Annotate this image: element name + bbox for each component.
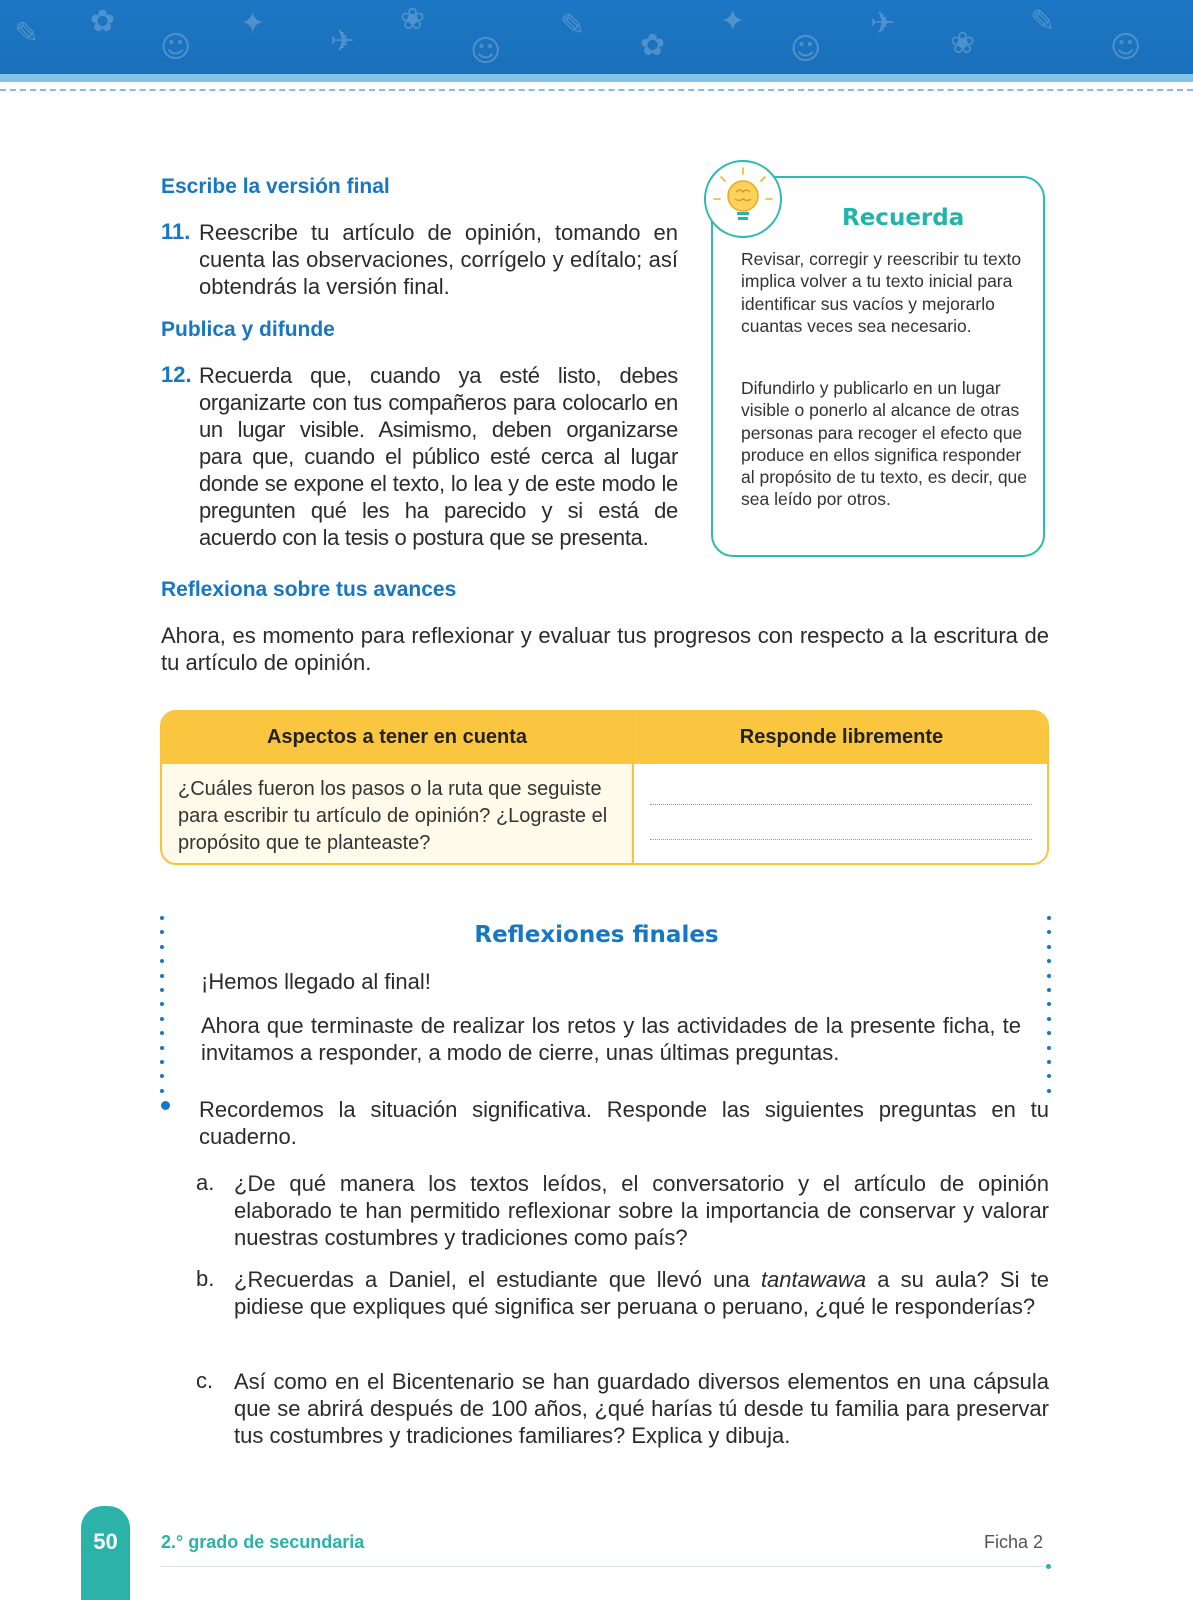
doodle-icon: ✎ bbox=[1030, 4, 1056, 39]
recuerda-title: Recuerda bbox=[842, 205, 965, 231]
item-11-text: Reescribe tu artículo de opinión, tomando en cuenta las observaciones, corrígelo y edítalo; así obtendrás la versión final. bbox=[199, 220, 678, 299]
item-12-text: Recuerda que, cuando ya esté listo, debes organizarte con tus compañeros para colocarlo en un lugar visible. Asimismo, deben organizarse para que, cuando el público esté cerca al lugar donde se expone el texto, lo lea y de este modo le pregunten qué les ha parecido y si está de acuerdo con la tesis o postura que se presenta. bbox=[199, 363, 678, 550]
final-paragraph-1: ¡Hemos llegado al final! bbox=[201, 969, 431, 994]
final-paragraph-2: Ahora que terminaste de realizar los retos y las actividades de la presente ficha, te invitamos a responder, a modo de cierre, unas últimas preguntas. bbox=[201, 1013, 1021, 1065]
doodle-icon: ✎ bbox=[14, 16, 40, 51]
recuerda-paragraph-1: Revisar, corregir y reescribir tu texto implica volver a tu texto inicial para identificar sus vacíos y mejorarlo cuantas veces sea necesario. bbox=[741, 249, 1022, 336]
footer-ficha: Ficha 2 bbox=[984, 1532, 1044, 1552]
doodle-icon: ☺ bbox=[1110, 30, 1142, 65]
header-dashed-divider bbox=[0, 89, 1193, 91]
questions-intro: Recordemos la situación significativa. Responde las siguientes preguntas en tu cuaderno. bbox=[199, 1097, 1049, 1149]
question-b-post: a su aula? Si te pidiese que expliques qué significa ser peruana o peruano, ¿qué le responderías? bbox=[234, 1267, 1050, 1319]
header-banner bbox=[0, 0, 1193, 74]
table-answer-cell[interactable] bbox=[634, 764, 1047, 863]
recuerda-paragraph-2: Difundirlo y publicarlo en un lugar visible o ponerlo al alcance de otras personas para recoger el efecto que produce en ellos significa responder al propósito de tu texto, es decir, que sea leído por otros. bbox=[741, 378, 1028, 510]
table-header-answer: Responde libremente bbox=[739, 726, 944, 748]
section-heading-publish: Publica y difunde bbox=[161, 318, 335, 341]
doodle-icon: ✦ bbox=[240, 6, 266, 41]
question-letter: b. bbox=[196, 1266, 215, 1291]
bullet-icon bbox=[161, 1101, 170, 1110]
doodle-icon: ❀ bbox=[950, 26, 976, 61]
question-b bbox=[234, 1266, 1049, 1320]
page-number: 50 bbox=[93, 1529, 118, 1554]
footer-divider bbox=[161, 1566, 1049, 1567]
doodle-icon: ✈ bbox=[870, 6, 896, 41]
item-number: 11. bbox=[161, 219, 191, 244]
reflection-table bbox=[160, 710, 1049, 865]
header-strip bbox=[0, 74, 1193, 82]
question-b-pre: ¿Recuerdas a Daniel, el estudiante que llevó una bbox=[234, 1267, 761, 1292]
doodle-icon: ✦ bbox=[720, 4, 746, 39]
doodle-icon: ✈ bbox=[330, 24, 356, 59]
answer-line[interactable] bbox=[650, 804, 1032, 805]
table-question-cell: ¿Cuáles fueron los pasos o la ruta que seguiste para escribir tu artículo de opinión? ¿Lograste el propósito que te planteaste? bbox=[178, 778, 608, 854]
doodle-icon: ☺ bbox=[470, 34, 502, 69]
table-header-aspects: Aspectos a tener en cuenta bbox=[266, 726, 528, 748]
section-heading-reflect: Reflexiona sobre tus avances bbox=[161, 578, 457, 601]
answer-line[interactable] bbox=[650, 839, 1032, 840]
footer-dot bbox=[1046, 1564, 1051, 1569]
question-c: Así como en el Bicentenario se han guardado diversos elementos en una cápsula que se abrirá después de 100 años, ¿qué harías tú desde tu familia para preservar tus costumbres y tradiciones familiares? Explica y dibuja. bbox=[234, 1369, 1049, 1448]
final-reflections-title: Reflexiones finales bbox=[474, 922, 719, 948]
section-heading-final-version: Escribe la versión final bbox=[161, 175, 390, 198]
question-b-emphasis: tantawawa bbox=[760, 1267, 867, 1292]
question-letter: a. bbox=[196, 1170, 215, 1195]
doodle-icon: ✎ bbox=[560, 8, 586, 43]
question-a: ¿De qué manera los textos leídos, el conversatorio y el artículo de opinión elaborado te han permitido reflexionar sobre la importancia de conservar y valorar nuestras costumbres y tradiciones como país? bbox=[234, 1171, 1049, 1250]
doodle-icon: ✿ bbox=[90, 4, 116, 39]
reflect-intro-text: Ahora, es momento para reflexionar y evaluar tus progresos con respecto a la escritura de tu artículo de opinión. bbox=[161, 623, 1049, 675]
item-number: 12. bbox=[161, 362, 192, 387]
doodle-icon: ☺ bbox=[160, 30, 192, 65]
footer-grade: 2.° grado de secundaria bbox=[161, 1532, 365, 1552]
lightbulb-brain-icon bbox=[704, 160, 782, 238]
question-letter: c. bbox=[196, 1368, 214, 1393]
doodle-icon: ☺ bbox=[790, 32, 822, 67]
doodle-icon: ✿ bbox=[640, 28, 666, 63]
doodle-icon: ❀ bbox=[400, 2, 426, 37]
